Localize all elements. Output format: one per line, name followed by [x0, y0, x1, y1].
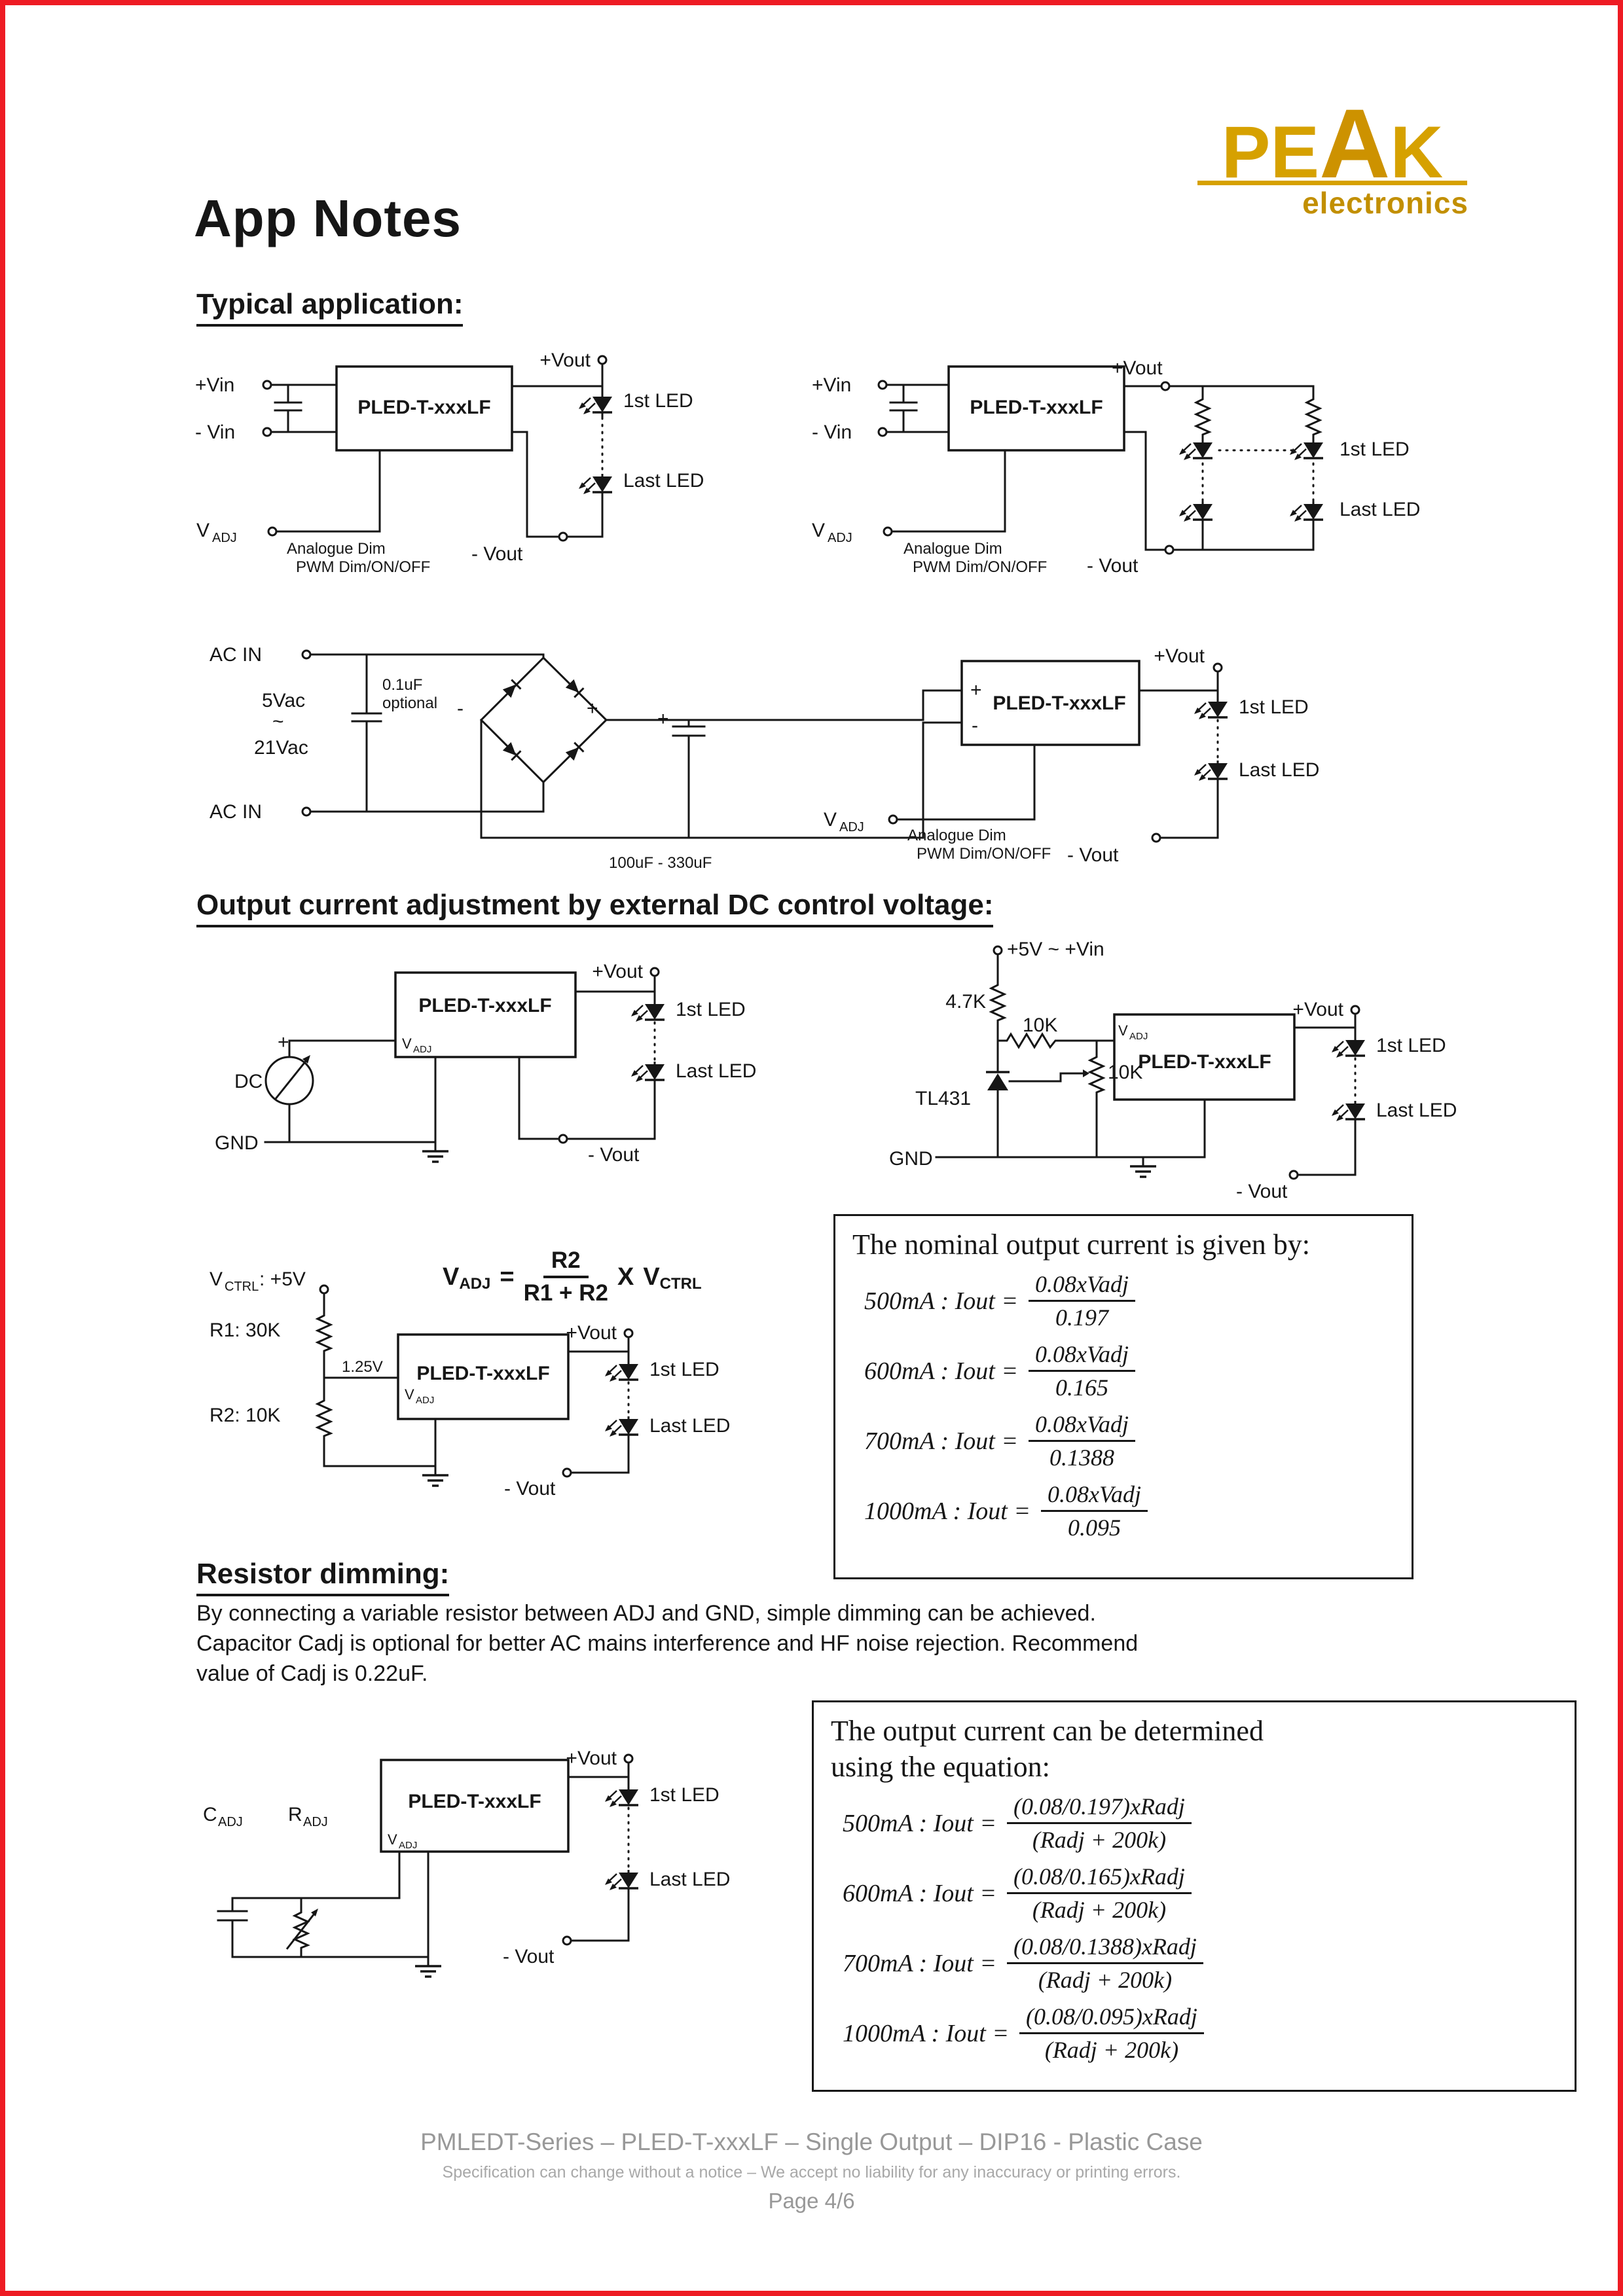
terminal-icon — [1165, 546, 1173, 554]
terminal-icon — [1290, 1171, 1298, 1179]
terminal-icon — [302, 808, 310, 816]
circuit-dc-control — [196, 942, 851, 1237]
last-led-label: Last LED — [649, 1415, 731, 1437]
r2-value: 10K — [1023, 1014, 1058, 1036]
fraction-numerator: 0.08xVadj — [1029, 1410, 1135, 1442]
equation-label: 500mA : Iout = — [864, 1287, 1018, 1315]
equation-row — [864, 1340, 1412, 1401]
output-box-title-line1: The output current can be determined — [831, 1715, 1264, 1747]
terminal-icon — [263, 381, 271, 389]
vadj-sub-label: ADJ — [828, 531, 852, 545]
radj-sub-label: ADJ — [303, 1815, 328, 1829]
circuit-ac-input — [196, 622, 1440, 903]
vadj-sub-label: ADJ — [839, 820, 864, 834]
tl431-icon — [986, 1072, 1010, 1090]
terminal-icon — [625, 1755, 632, 1763]
terminal-icon — [563, 1469, 571, 1477]
chip-vadj-label: V — [405, 1386, 414, 1403]
bridge-minus-label: - — [457, 698, 464, 719]
chip-name: PLED-T-xxxLF — [993, 692, 1126, 714]
vout-minus-label: - Vout — [504, 1478, 556, 1499]
terminal-icon — [625, 1329, 632, 1337]
vin-minus-label: - Vin — [812, 422, 852, 443]
chip-minus-pin-label: - — [972, 715, 978, 736]
pwm-dim-label: PWM Dim/ON/OFF — [296, 558, 431, 576]
dc-plus-label: + — [278, 1031, 289, 1053]
led-icon — [579, 474, 612, 494]
led-icon — [1290, 440, 1323, 460]
ground-icon — [422, 1142, 448, 1162]
ac-in-bottom-label: AC IN — [210, 801, 263, 823]
terminal-icon — [879, 381, 886, 389]
fraction — [1029, 1410, 1135, 1471]
cadj-label: C — [203, 1804, 217, 1825]
vout-plus-label: +Vout — [592, 961, 643, 982]
chip-vadj-sub-label: ADJ — [399, 1840, 418, 1851]
chip-name: PLED-T-xxxLF — [1138, 1051, 1271, 1073]
ac-max-label: 21Vac — [254, 737, 308, 759]
peak-logo — [1188, 88, 1476, 221]
equation-row — [864, 1480, 1412, 1541]
last-led-label: Last LED — [1376, 1100, 1457, 1121]
vin-plus-label: +Vin — [195, 374, 235, 396]
equation-row — [843, 2003, 1575, 2064]
led-icon — [631, 1001, 665, 1022]
page-title: App Notes — [194, 189, 462, 247]
terminal-icon — [559, 1135, 567, 1143]
formula-numerator: R2 — [543, 1247, 589, 1278]
first-led-label: 1st LED — [623, 390, 693, 412]
fraction-numerator: 0.08xVadj — [1029, 1340, 1135, 1372]
terminal-icon — [563, 1937, 571, 1945]
vadj-label: V — [196, 520, 210, 541]
vout-minus-label: - Vout — [503, 1946, 555, 1967]
ground-icon — [415, 1957, 441, 1977]
peak-logo-word: PEAK — [1221, 88, 1444, 198]
led-icon — [1179, 440, 1213, 460]
resistor-icon — [318, 1309, 331, 1355]
terminal-icon — [651, 968, 659, 976]
chip-vadj-label: V — [402, 1035, 412, 1052]
cadj-sub-label: ADJ — [218, 1815, 243, 1829]
fraction-denominator: (Radj + 200k) — [1044, 2037, 1179, 2063]
equation-label: 1000mA : Iout = — [864, 1497, 1030, 1525]
terminal-icon — [994, 946, 1002, 954]
fraction — [1019, 2003, 1204, 2064]
equation-row — [864, 1410, 1412, 1471]
gnd-label: GND — [889, 1148, 933, 1170]
ref-voltage-label: 1.25V — [342, 1358, 383, 1376]
led-icon — [605, 1787, 638, 1807]
analogue-dim-label: Analogue Dim — [903, 540, 1002, 558]
r1-value: 4.7K — [945, 991, 986, 1013]
fraction — [1007, 1933, 1203, 1994]
last-led-label: Last LED — [676, 1060, 757, 1082]
led-icon — [1290, 501, 1323, 522]
peak-logo-subtitle: electronics — [1302, 186, 1468, 220]
terminal-icon — [263, 428, 271, 436]
vctrl-sub-label: CTRL — [225, 1280, 259, 1294]
circuit-typical-single-string — [183, 340, 773, 602]
pwm-dim-label: PWM Dim/ON/OFF — [913, 558, 1048, 576]
analogue-dim-label: Analogue Dim — [907, 827, 1006, 844]
fraction-numerator: (0.08/0.197)xRadj — [1007, 1793, 1192, 1824]
vout-plus-label: +Vout — [566, 1322, 617, 1344]
led-icon — [605, 1870, 638, 1890]
equation-row — [864, 1270, 1412, 1331]
fraction — [1029, 1270, 1135, 1331]
terminal-icon — [1214, 664, 1222, 672]
formula-denominator: R1 + R2 — [523, 1280, 608, 1306]
equation-label: 700mA : Iout = — [843, 1949, 996, 1977]
vout-plus-label: +Vout — [1112, 357, 1163, 379]
chip-name: PLED-T-xxxLF — [416, 1363, 550, 1384]
tl431-label: TL431 — [915, 1088, 972, 1109]
first-led-label: 1st LED — [1376, 1035, 1446, 1056]
terminal-icon — [559, 533, 567, 541]
resistor-icon — [318, 1394, 331, 1440]
paragraph-line: Capacitor Cadj is optional for better AC mains interference and HF noise rejection. Recommend — [196, 1631, 1139, 1656]
chip-name: PLED-T-xxxLF — [357, 397, 491, 418]
r2-label: R2: 10K — [210, 1405, 281, 1426]
footer-disclaimer: Specification can change without a notice – We accept no liability for any inaccuracy or printing errors. — [442, 2163, 1181, 2181]
r1-label: R1: 30K — [210, 1319, 281, 1341]
ground-icon — [1130, 1157, 1156, 1177]
paragraph-line: value of Cadj is 0.22uF. — [196, 1661, 428, 1686]
input-cap-value: 0.1uF — [382, 676, 423, 694]
last-led-label: Last LED — [623, 470, 704, 492]
resistor-icon — [998, 1034, 1070, 1047]
fraction-numerator: (0.08/0.095)xRadj — [1019, 2003, 1204, 2034]
vout-plus-label: +Vout — [566, 1748, 617, 1769]
fraction-denominator: (Radj + 200k) — [1038, 1967, 1173, 1993]
equation-label: 1000mA : Iout = — [843, 2019, 1009, 2047]
vout-plus-label: +Vout — [1292, 999, 1343, 1020]
terminal-icon — [1161, 382, 1169, 390]
footer-series-line: PMLEDT-Series – PLED-T-xxxLF – Single Output – DIP16 - Plastic Case — [420, 2128, 1203, 2155]
formula-v2-sub: CTRL — [659, 1275, 702, 1293]
vin-plus-label: +Vin — [812, 374, 852, 396]
fraction-denominator: 0.1388 — [1049, 1444, 1114, 1471]
heading-dc-control: Output current adjustment by external DC control voltage: — [196, 889, 993, 927]
fraction-denominator: 0.197 — [1055, 1304, 1108, 1331]
supply-label: +5V ~ +Vin — [1007, 939, 1104, 960]
equation-label: 600mA : Iout = — [843, 1879, 996, 1907]
nominal-box-title: The nominal output current is given by: — [852, 1229, 1310, 1261]
resistor-icon — [1307, 393, 1320, 439]
vout-minus-label: - Vout — [588, 1144, 640, 1166]
chip-plus-pin-label: + — [970, 679, 982, 701]
vin-minus-label: - Vin — [195, 422, 236, 443]
fraction-denominator: 0.165 — [1055, 1374, 1108, 1401]
formula-v: V — [443, 1263, 460, 1291]
last-led-label: Last LED — [649, 1869, 731, 1890]
fraction — [1007, 1863, 1192, 1924]
circuit-resistor-dimming — [196, 1715, 818, 2088]
potentiometer-icon — [1090, 1050, 1103, 1096]
led-icon — [1194, 761, 1228, 781]
paragraph-line: By connecting a variable resistor between ADJ and GND, simple dimming can be achieved. — [196, 1601, 1096, 1626]
footer-page-number: Page 4/6 — [768, 2189, 855, 2213]
formula-fraction — [524, 1247, 608, 1306]
heading-resistor-dimming: Resistor dimming: — [196, 1558, 449, 1596]
terminal-icon — [1152, 834, 1160, 842]
terminal-icon — [598, 356, 606, 364]
fraction-numerator: 0.08xVadj — [1029, 1270, 1135, 1302]
chip-name: PLED-T-xxxLF — [418, 995, 552, 1016]
led-icon — [1332, 1101, 1365, 1121]
resistor-icon — [991, 978, 1004, 1024]
radj-label: R — [288, 1804, 302, 1825]
resistor-dimming-paragraph — [196, 1598, 1342, 1689]
vadj-formula — [443, 1247, 702, 1306]
vctrl-value: : +5V — [259, 1268, 306, 1290]
vctrl-label: V — [210, 1268, 223, 1290]
dc-source-label: DC — [234, 1071, 263, 1092]
bulk-cap-plus-label: + — [657, 708, 669, 730]
first-led-label: 1st LED — [1340, 439, 1410, 460]
equation-row — [843, 1793, 1575, 1854]
vout-minus-label: - Vout — [1236, 1181, 1288, 1202]
terminal-icon — [320, 1285, 328, 1293]
vout-plus-label: +Vout — [1154, 645, 1205, 667]
equation-label: 700mA : Iout = — [864, 1427, 1018, 1455]
vadj-label: V — [812, 520, 826, 541]
equation-label: 500mA : Iout = — [843, 1809, 996, 1837]
chip-name: PLED-T-xxxLF — [970, 397, 1103, 418]
output-current-box — [812, 1700, 1577, 2092]
circuit-tl431-control — [838, 916, 1558, 1244]
analogue-dim-label: Analogue Dim — [287, 540, 386, 558]
ground-icon — [422, 1466, 448, 1486]
terminal-icon — [884, 528, 892, 535]
terminal-icon — [889, 816, 897, 823]
vadj-label: V — [824, 809, 837, 831]
pot-wiper-arrow-icon — [1083, 1069, 1089, 1077]
equation-label: 600mA : Iout = — [864, 1357, 1018, 1385]
formula-equals: = — [500, 1263, 515, 1291]
input-cap-note: optional — [382, 694, 438, 712]
fraction-numerator: 0.08xVadj — [1041, 1480, 1148, 1512]
vout-plus-label: +Vout — [539, 350, 591, 371]
ac-range-sep: ~ — [272, 711, 284, 732]
led-icon — [631, 1062, 665, 1082]
fraction-denominator: (Radj + 200k) — [1032, 1897, 1167, 1923]
fraction — [1029, 1340, 1135, 1401]
heading-typical-application: Typical application: — [196, 288, 463, 327]
nominal-current-box — [833, 1214, 1413, 1579]
vout-minus-label: - Vout — [1067, 844, 1119, 866]
fraction — [1041, 1480, 1148, 1541]
bridge-plus-label: + — [587, 698, 598, 719]
formula-v2: V — [643, 1263, 660, 1291]
pwm-dim-label: PWM Dim/ON/OFF — [917, 845, 1051, 863]
formula-times: X — [617, 1263, 634, 1291]
first-led-label: 1st LED — [1239, 696, 1309, 718]
chip-vadj-label: V — [1118, 1022, 1128, 1039]
formula-v-sub: ADJ — [459, 1275, 491, 1293]
vadj-sub-label: ADJ — [212, 531, 237, 545]
circuit-typical-parallel-strings — [805, 340, 1525, 602]
vout-minus-label: - Vout — [471, 543, 523, 565]
first-led-label: 1st LED — [649, 1359, 720, 1380]
bulk-cap-value: 100uF - 330uF — [609, 854, 712, 872]
first-led-label: 1st LED — [649, 1784, 720, 1806]
fraction-denominator: 0.095 — [1067, 1515, 1121, 1541]
terminal-icon — [302, 651, 310, 658]
ac-min-label: 5Vac — [262, 690, 306, 711]
equation-row — [843, 1863, 1575, 1924]
vout-minus-label: - Vout — [1087, 555, 1139, 577]
potentiometer-icon — [295, 1906, 308, 1952]
resistor-icon — [1196, 393, 1209, 439]
fraction-numerator: (0.08/0.165)xRadj — [1007, 1863, 1192, 1894]
chip-name: PLED-T-xxxLF — [408, 1791, 541, 1812]
terminal-icon — [268, 528, 276, 535]
fraction-numerator: (0.08/0.1388)xRadj — [1007, 1933, 1203, 1964]
chip-vadj-label: V — [388, 1831, 397, 1848]
fraction-denominator: (Radj + 200k) — [1032, 1827, 1167, 1853]
chip-vadj-sub-label: ADJ — [416, 1395, 435, 1406]
ac-in-top-label: AC IN — [210, 644, 263, 666]
terminal-icon — [879, 428, 886, 436]
led-icon — [605, 1416, 638, 1437]
output-box-title-line2: using the equation: — [831, 1751, 1050, 1783]
led-icon — [1179, 501, 1213, 522]
led-icon — [1194, 699, 1228, 719]
dc-source-arrow-icon — [275, 1055, 310, 1100]
led-icon — [579, 394, 612, 414]
fraction — [1007, 1793, 1192, 1854]
chip-vadj-sub-label: ADJ — [413, 1044, 432, 1055]
first-led-label: 1st LED — [676, 999, 746, 1020]
gnd-label: GND — [215, 1132, 259, 1154]
chip-vadj-sub-label: ADJ — [1129, 1031, 1148, 1042]
equation-row — [843, 1933, 1575, 1994]
last-led-label: Last LED — [1340, 499, 1421, 520]
last-led-label: Last LED — [1239, 759, 1320, 781]
led-icon — [1332, 1037, 1365, 1058]
led-icon — [605, 1361, 638, 1382]
pot-value: 10K — [1108, 1062, 1143, 1083]
terminal-icon — [1351, 1006, 1359, 1014]
